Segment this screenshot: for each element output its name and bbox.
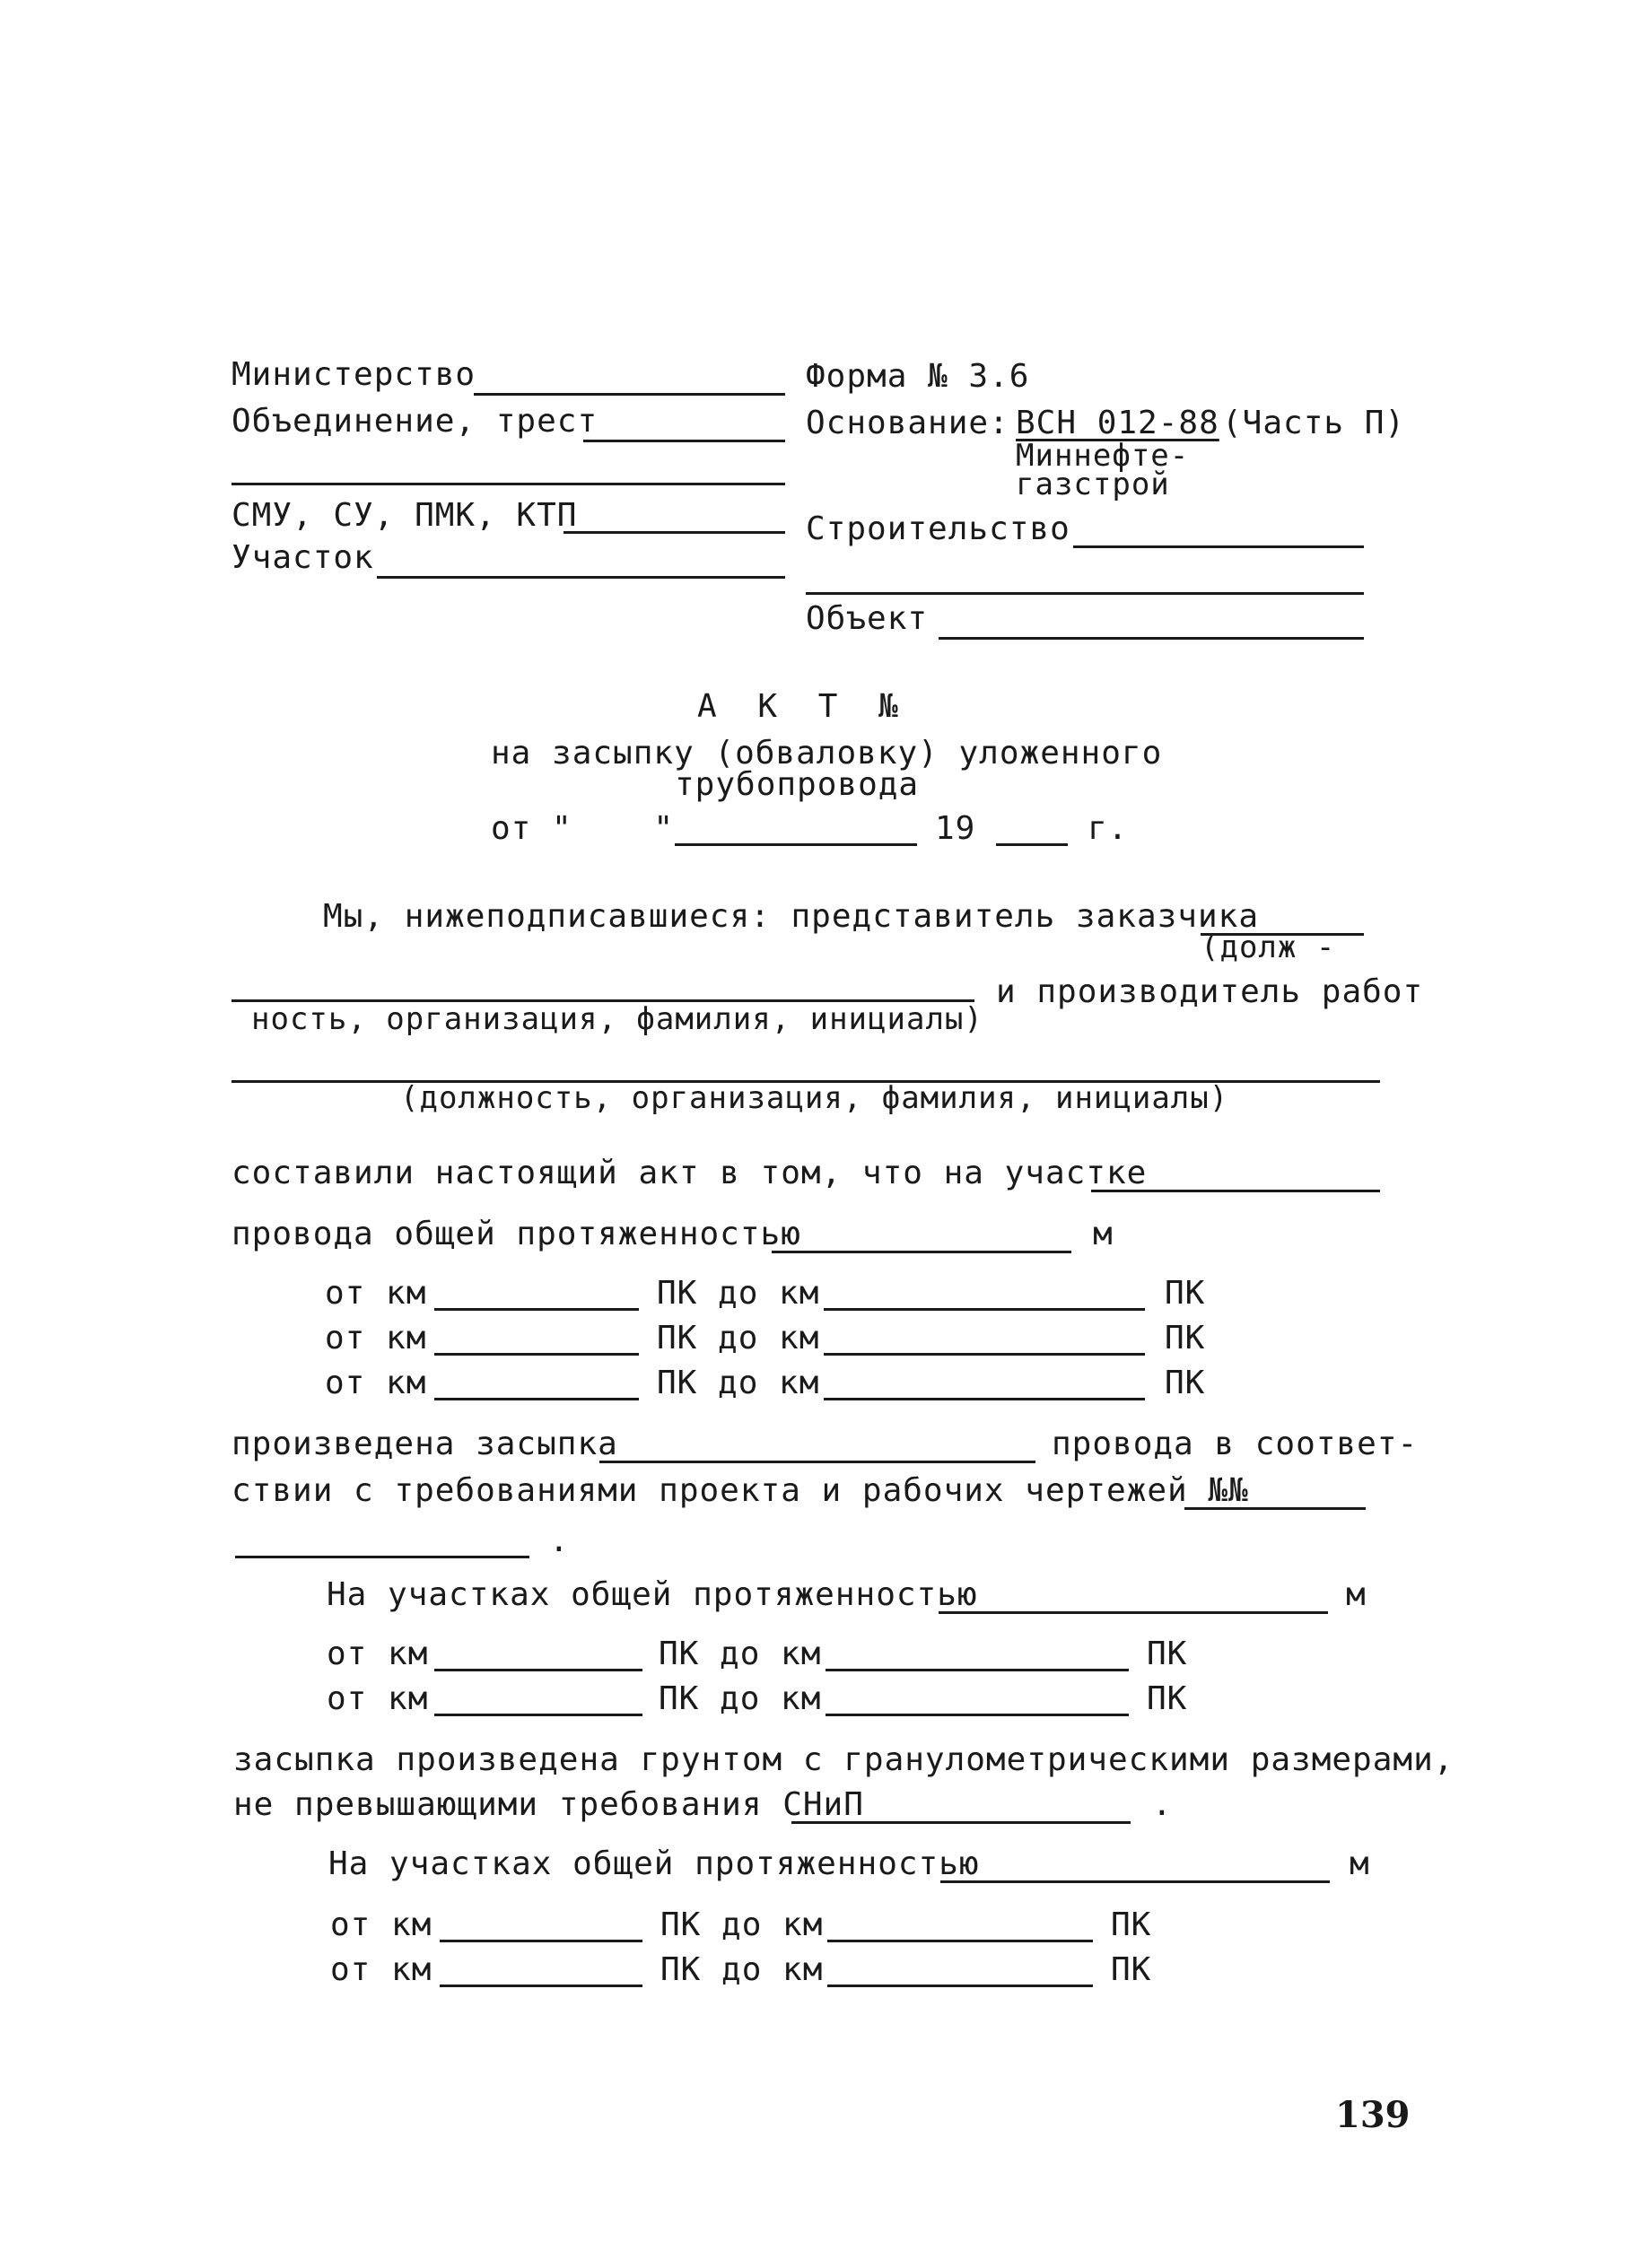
section-label: Участок: [232, 539, 374, 576]
backfill-tail: провода в соответ-: [1052, 1426, 1419, 1462]
from-km-label: от км: [325, 1275, 427, 1312]
from-km-field[interactable]: [434, 1308, 639, 1311]
ministry-label: Министерство: [232, 356, 476, 393]
producer-hint: (должность, организация, фамилия, инициалы): [400, 1080, 1229, 1116]
pipeline-length-label: провода общей протяженностью: [232, 1216, 801, 1252]
pk-label: ПК: [1165, 1320, 1206, 1356]
construction-field[interactable]: [1073, 545, 1364, 548]
drawings-field[interactable]: [1184, 1507, 1366, 1510]
backfill-field[interactable]: [599, 1461, 1035, 1463]
form-number: Форма № 3.6: [806, 358, 1030, 395]
from-km-field[interactable]: [434, 1669, 642, 1671]
construction-field-line2[interactable]: [806, 592, 1364, 595]
basis-label: Основание:: [806, 405, 1009, 441]
drawings-field-line2[interactable]: [235, 1556, 529, 1558]
period-2: .: [1152, 1786, 1173, 1823]
period-1: .: [549, 1522, 570, 1559]
from-km-label: от км: [330, 1951, 432, 1988]
sections-total-label: На участках общей протяженностью: [327, 1576, 978, 1613]
unit-m-2: м: [1346, 1576, 1367, 1613]
pk-label: ПК: [1111, 1951, 1152, 1988]
from-km-field[interactable]: [434, 1398, 639, 1400]
pk-to-km-label: ПК до км: [660, 1951, 824, 1988]
from-km-field[interactable]: [440, 1984, 642, 1987]
act-subtitle-line1: на засыпку (обваловку) уложенного: [491, 735, 1163, 772]
backfill-label: произведена засыпка: [232, 1426, 618, 1462]
pk-label: ПК: [1111, 1906, 1152, 1943]
act-subtitle-line2: трубопровода: [675, 766, 920, 803]
to-km-field[interactable]: [824, 1398, 1145, 1400]
from-km-label: от км: [325, 1320, 427, 1356]
pk-to-km-label: ПК до км: [660, 1906, 824, 1943]
act-year-field[interactable]: [996, 843, 1068, 846]
sections-total-label: На участках общей протяженностью: [328, 1845, 980, 1882]
from-km-field[interactable]: [434, 1714, 642, 1716]
object-label: Объект: [806, 600, 929, 637]
basis-document: ВСН 012-88: [1016, 405, 1219, 441]
smu-field[interactable]: [564, 531, 785, 534]
sections-total-field[interactable]: [940, 1880, 1330, 1883]
unit-m-1: м: [1093, 1216, 1114, 1252]
pk-label: ПК: [1165, 1275, 1206, 1312]
pk-to-km-label: ПК до км: [657, 1365, 820, 1401]
compiled-text: составили настоящий акт в том, что на участке: [232, 1155, 1148, 1191]
from-km-label: от км: [327, 1636, 429, 1672]
act-year-suffix: г.: [1088, 810, 1129, 847]
sections-total-field[interactable]: [939, 1611, 1328, 1614]
basis-part: (Часть П): [1222, 405, 1406, 441]
pk-to-km-label: ПК до км: [659, 1680, 822, 1717]
association-field-line2[interactable]: [232, 483, 785, 485]
construction-label: Строительство: [806, 510, 1070, 547]
smu-label: СМУ, СУ, ПМК, КТП: [232, 497, 578, 534]
to-km-field[interactable]: [824, 1353, 1145, 1356]
area-field[interactable]: [1091, 1190, 1380, 1192]
act-date-from: от " ": [491, 810, 675, 847]
unit-m-3: м: [1350, 1845, 1370, 1882]
act-date-field[interactable]: [675, 843, 917, 846]
pipeline-length-field[interactable]: [772, 1251, 1071, 1253]
to-km-field[interactable]: [826, 1669, 1129, 1671]
pk-to-km-label: ПК до км: [657, 1275, 820, 1312]
association-field[interactable]: [583, 440, 785, 442]
section-field[interactable]: [377, 576, 785, 579]
act-title: А К Т №: [697, 688, 909, 725]
basis-org-line2: газстрой: [1016, 467, 1170, 502]
snip-field[interactable]: [791, 1821, 1131, 1824]
from-km-field[interactable]: [434, 1353, 639, 1356]
association-label: Объединение, трест: [232, 403, 598, 440]
backfill-line2: ствии с требованиями проекта и рабочих чертежей №№: [232, 1472, 1249, 1509]
to-km-field[interactable]: [824, 1308, 1145, 1311]
intro-text: Мы, нижеподписавшиеся: представитель заказчика: [323, 898, 1259, 935]
act-year-prefix: 19: [935, 810, 976, 847]
from-km-label: от км: [325, 1365, 427, 1401]
page-number: 139: [1335, 2094, 1411, 2136]
to-km-field[interactable]: [827, 1984, 1093, 1987]
to-km-field[interactable]: [827, 1940, 1093, 1942]
from-km-label: от км: [330, 1906, 432, 1943]
customer-hint-1: (долж -: [1201, 929, 1336, 965]
soil-line1: засыпка произведена грунтом с гранулометрическими размерами,: [233, 1741, 1455, 1778]
pk-label: ПК: [1147, 1680, 1188, 1717]
from-km-label: от км: [327, 1680, 429, 1717]
object-field[interactable]: [939, 637, 1364, 640]
ministry-field[interactable]: [474, 393, 785, 396]
soil-line2: не превышающими требования СНиП: [233, 1786, 864, 1823]
to-km-field[interactable]: [826, 1714, 1129, 1716]
pk-label: ПК: [1165, 1365, 1206, 1401]
customer-hint-2: ность, организация, фамилия, инициалы): [251, 1001, 983, 1037]
from-km-field[interactable]: [440, 1940, 642, 1942]
pk-to-km-label: ПК до км: [659, 1636, 822, 1672]
basis-org-line1: Миннефте-: [1016, 438, 1190, 474]
pk-to-km-label: ПК до км: [657, 1320, 820, 1356]
producer-label: и производитель работ: [996, 973, 1424, 1010]
pk-label: ПК: [1147, 1636, 1188, 1672]
